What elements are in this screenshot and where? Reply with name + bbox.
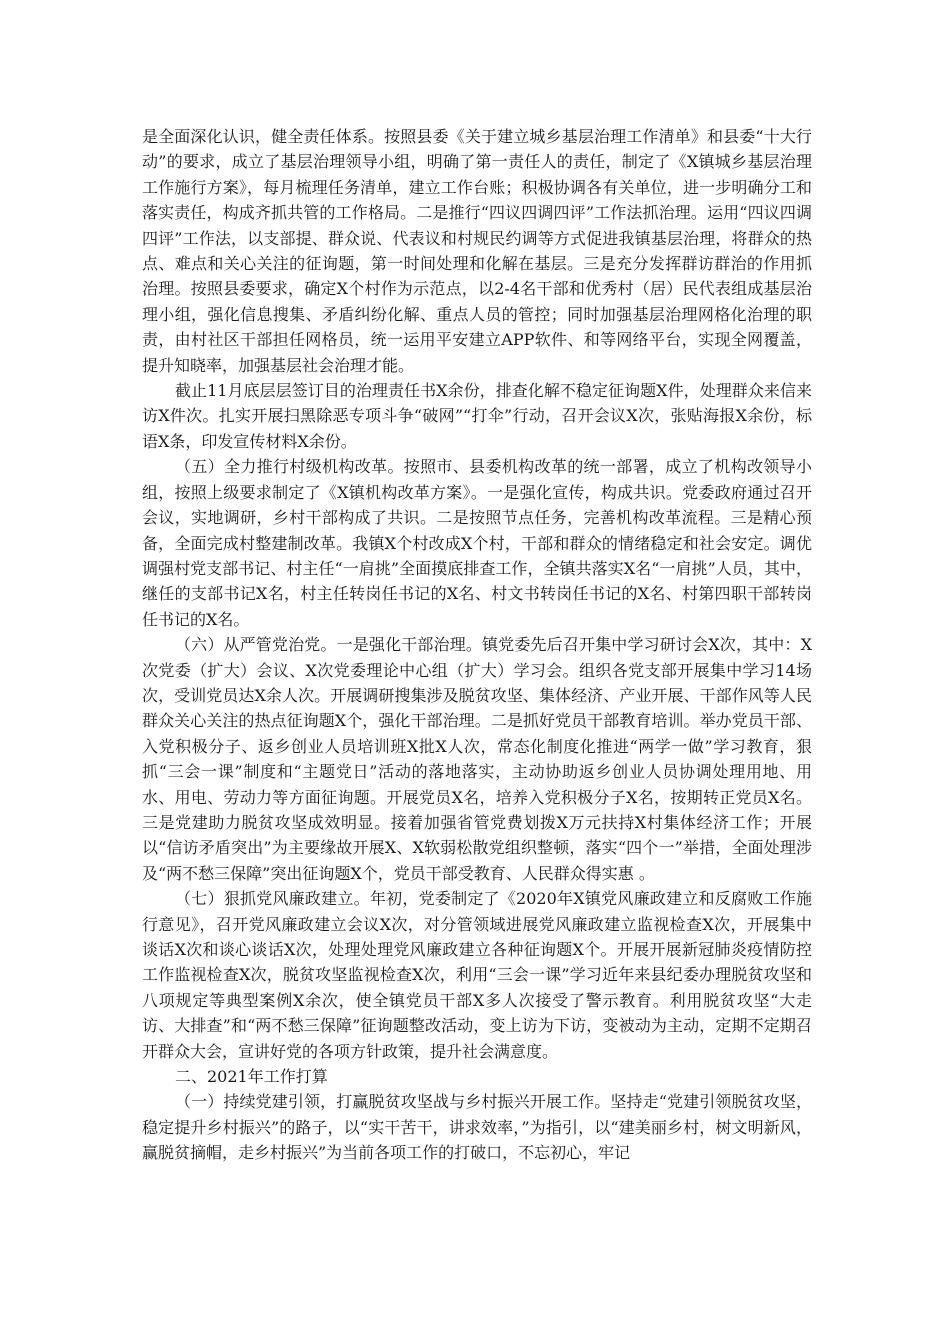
paragraph-governance-statistics: 截止11月底层层签订目的治理责任书X余份，排查化解不稳定征询题X件，处理群众来信来访X件次。扎实开展扫黑除恶专项斗争“破网”“打伞”行动，召开会议X次，张贴海报X余份，标语X条，印发宣传材料X余份。 xyxy=(142,381,812,451)
paragraph-governance-responsibility: 是全面深化认识，健全责任体系。按照县委《关于建立城乡基层治理工作清单》和县委“十大行动”的要求，成立了基层治理领导小组，明确了第一责任人的责任，制定了《X镇城乡基层治理工作施行方案》，每月梳理任务清单，建立工作台账；积极协调各有关单位，进一步明确分工和落实责任，构成齐抓共管的工作格局。二是推行“四议四调四评”工作法抓治理。运用“四议四调四评”工作法，以支部提、群众说、代表议和村规民约调等方式促进我镇基层治理，将群众的热点、难点和关心关注的征询题，第一时间处理和化解在基层。三是充分发挥群访群治的作用抓治理。按照县委要求，确定X个村作为示范点，以2-4名干部和优秀村（居）民代表组成基层治理小组，强化信息搜集、矛盾纠纷化解、重点人员的管控；同时加强基层治理网格化治理的职责，由村社区干部担任网格员，统一运用平安建立APP软件、和等网络平台，实现全网覆盖，提升知晓率，加强基层社会治理才能。 xyxy=(142,127,812,375)
paragraph-clean-government: （七）狠抓党风廉政建立。年初，党委制定了《2020年X镇党风廉政建立和反腐败工作施行意见》，召开党风廉政建立会议X次，对分管领域进展党风廉政建立监视检查X次，开展集中谈话X次和谈心谈话X次，处理处理党风廉政建立各种征询题X个。开展开展新冠肺炎疫情防控工作监视检查X次，脱贫攻坚监视检查X次，利用“三会一课”学习近年来县纪委办理脱贫攻坚和八项规定等典型案例X余次，使全镇党员干部X多人次接受了警示教育。利用脱贫攻坚“大走访、大排查”和“两不愁三保障”征询题整改活动，变上访为下访，变被动为主动，定期不定期召开群众大会，宣讲好党的各项方针政策，提升社会满意度。 xyxy=(142,889,812,1061)
paragraph-village-reform: （五）全力推行村级机构改革。按照市、县委机构改革的统一部署，成立了机构改领导小组，按照上级要求制定了《X镇机构改革方案》。一是强化宣传，构成共识。党委政府通过召开会议，实地调研，乡村干部构成了共识。二是按照节点任务，完善机构改革流程。三是精心预备，全面完成村整建制改革。我镇X个村改成X个村，干部和群众的情绪稳定和社会安定。调优调强村党支部书记、村主任“一肩挑”全面摸底排查工作，全镇共落实X名“一肩挑”人员，其中，继任的支部书记X名，村主任转岗任书记的X名、村文书转岗任书记的X名、村第四职干部转岗任书记的X名。 xyxy=(142,457,812,629)
paragraph-2021-party-building: （一）持续党建引领，打赢脱贫攻坚战与乡村振兴开展工作。坚持走“党建引领脱贫攻坚，稳定提升乡村振兴”的路子，以“实干苦干，讲求效率，”为指引，以“建美丽乡村，树文明新风，赢脱贫摘帽，走乡村振兴”为当前各项工作的打破口，不忘初心，牢记 xyxy=(142,1092,812,1163)
paragraph-party-management: （六）从严管党治党。一是强化干部治理。镇党委先后召开集中学习研讨会X次，其中：X次党委（扩大）会议、X次党委理论中心组（扩大）学习会。组织各党支部开展集中学习14场次，受训党员达X余人次。开展调研搜集涉及脱贫攻坚、集体经济、产业开展、干部作风等人民群众关心关注的热点征询题X个，强化干部治理。二是抓好党员干部教育培训。举办党员干部、入党积极分子、返乡创业人员培训班X批X人次，常态化制度化推进“两学一做”学习教育，狠抓“三会一课”制度和“主题党日”活动的落地落实，主动协助返乡创业人员协调处理用地、用水、用电、劳动力等方面征询题。开展党员X名，培养入党积极分子X名，按期转正党员X名。三是党建助力脱贫攻坚成效明显。接着加强省管党费划拨X万元扶持X村集体经济工作；开展以“信访矛盾突出”为主要缘故开展X、X软弱松散党组织整顿，落实“四个一”举措，全面处理涉及“两不愁三保障”突出征询题X个，党员干部受教育、人民群众得实惠 。 xyxy=(142,635,812,883)
section-heading-2021-plan: 二、2021年工作打算 xyxy=(175,1067,328,1087)
document-body xyxy=(142,124,812,1166)
